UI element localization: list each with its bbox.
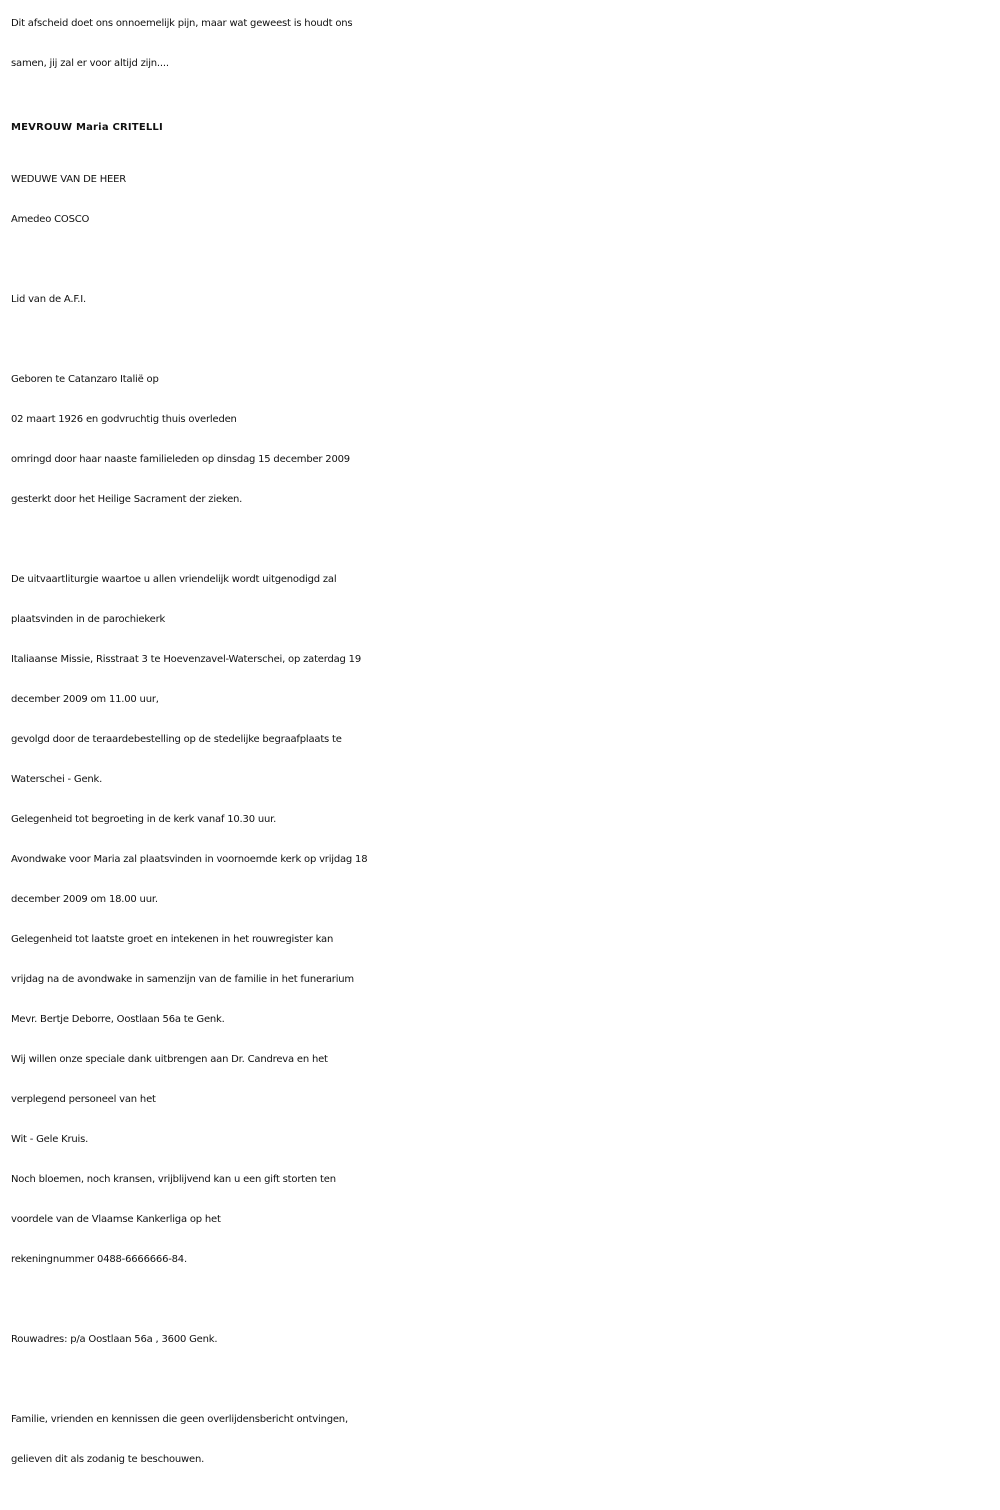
ceremony-line-15: Wit - Gele Kruis. xyxy=(11,1134,89,1145)
ceremony-line-7: Gelegenheid tot begroeting in de kerk vanaf 10.30 uur. xyxy=(11,814,277,825)
ceremony-line-14: verplegend personeel van het xyxy=(11,1094,156,1105)
relation-line-1: WEDUWE VAN DE HEER xyxy=(11,174,127,185)
spacer xyxy=(11,320,996,360)
ceremony-line-9: december 2009 om 18.00 uur. xyxy=(11,894,158,905)
spacer xyxy=(11,520,996,560)
ceremony-line-8: Avondwake voor Maria zal plaatsvinden in voornoemde kerk op vrijdag 18 xyxy=(11,854,368,865)
closing-line-1: Familie, vrienden en kennissen die geen overlijdensbericht ontvingen, xyxy=(11,1414,348,1425)
ceremony-line-5: gevolgd door de teraardebestelling op de stedelijke begraafplaats te xyxy=(11,734,342,745)
birth-death-line-4: gesterkt door het Heilige Sacrament der zieken. xyxy=(11,494,243,505)
ceremony-line-13: Wij willen onze speciale dank uitbrengen aan Dr. Candreva en het xyxy=(11,1054,328,1065)
relation-line-2: Amedeo COSCO xyxy=(11,214,90,225)
intro-line-1: Dit afscheid doet ons onnoemelijk pijn, maar wat geweest is houdt ons xyxy=(11,18,353,29)
deceased-name: MEVROUW Maria CRITELLI xyxy=(11,122,163,133)
mourning-address: Rouwadres: p/a Oostlaan 56a , 3600 Genk. xyxy=(11,1334,218,1345)
ceremony-line-16: Noch bloemen, noch kransen, vrijblijvend kan u een gift storten ten xyxy=(11,1174,336,1185)
membership-line: Lid van de A.F.I. xyxy=(11,294,87,305)
birth-death-line-1: Geboren te Catanzaro Italië op xyxy=(11,374,159,385)
ceremony-line-1: De uitvaartliturgie waartoe u allen vriendelijk wordt uitgenodigd zal xyxy=(11,574,337,585)
spacer xyxy=(11,240,996,280)
intro-line-2: samen, jij zal er voor altijd zijn.... xyxy=(11,58,169,69)
closing-line-2: gelieven dit als zodanig te beschouwen. xyxy=(11,1454,205,1465)
ceremony-line-4: december 2009 om 11.00 uur, xyxy=(11,694,159,705)
ceremony-line-10: Gelegenheid tot laatste groet en intekenen in het rouwregister kan xyxy=(11,934,334,945)
spacer xyxy=(11,1360,996,1400)
ceremony-line-17: voordele van de Vlaamse Kankerliga op het xyxy=(11,1214,221,1225)
ceremony-line-3: Italiaanse Missie, Risstraat 3 te Hoevenzavel-Waterschei, op zaterdag 19 xyxy=(11,654,362,665)
obituary-notice xyxy=(11,4,996,1480)
ceremony-line-2: plaatsvinden in de parochiekerk xyxy=(11,614,166,625)
birth-death-line-3: omringd door haar naaste familieleden op dinsdag 15 december 2009 xyxy=(11,454,350,465)
ceremony-line-11: vrijdag na de avondwake in samenzijn van de familie in het funerarium xyxy=(11,974,354,985)
spacer xyxy=(11,1280,996,1320)
ceremony-line-6: Waterschei - Genk. xyxy=(11,774,103,785)
birth-death-line-2: 02 maart 1926 en godvruchtig thuis overleden xyxy=(11,414,237,425)
ceremony-line-18: rekeningnummer 0488-6666666-84. xyxy=(11,1254,187,1265)
ceremony-line-12: Mevr. Bertje Deborre, Oostlaan 56a te Genk. xyxy=(11,1014,225,1025)
